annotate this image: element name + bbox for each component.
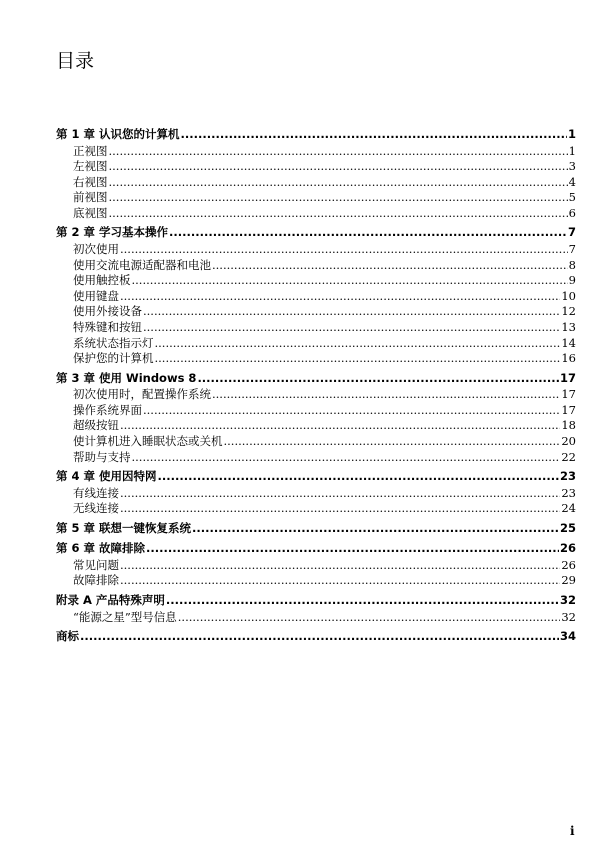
toc-section-entry[interactable] <box>56 335 576 351</box>
toc-section-entry[interactable] <box>56 402 576 418</box>
dot-leader <box>166 593 559 607</box>
toc-section-entry-title: 初次使用 <box>73 241 119 256</box>
toc-section-entry-title: 右视图 <box>73 174 108 189</box>
toc-section-entry-page: 26 <box>561 557 576 572</box>
toc-chapter-entry-page: 34 <box>559 629 576 644</box>
dot-leader <box>109 159 568 173</box>
toc-chapter-entry-page: 1 <box>567 127 576 141</box>
toc-chapter-entry-title: 第 3 章 使用 Windows 8 <box>56 370 197 385</box>
toc-section-entry-page: 6 <box>568 205 576 220</box>
dot-leader <box>109 144 568 158</box>
toc-section-entry-page: 22 <box>561 449 576 464</box>
dot-leader <box>181 127 567 141</box>
toc-section-entry-page: 5 <box>568 190 576 205</box>
toc-section-entry-page: 23 <box>561 485 576 500</box>
dot-leader <box>155 351 561 365</box>
dot-leader <box>132 273 568 287</box>
toc-section-entry-title: 保护您的计算机 <box>73 351 154 366</box>
toc-section-entry[interactable] <box>56 241 576 257</box>
toc-chapter-entry-page: 25 <box>559 520 576 535</box>
dot-leader <box>120 242 568 256</box>
dot-leader <box>143 403 560 417</box>
dot-leader <box>212 387 560 401</box>
toc-section-entry-page: 4 <box>568 174 576 189</box>
toc-section-entry-page: 14 <box>561 335 576 350</box>
toc-chapter-entry[interactable] <box>56 628 576 645</box>
dot-leader <box>192 521 559 535</box>
toc-section-entry-title: 使用外接设备 <box>73 304 142 319</box>
toc-chapter <box>56 592 576 624</box>
toc-section-entry[interactable] <box>56 319 576 335</box>
toc-section-entry[interactable] <box>56 174 576 190</box>
dot-leader <box>178 610 561 624</box>
toc-chapter-entry-page: 7 <box>567 225 576 240</box>
toc-section-entry[interactable] <box>56 572 576 588</box>
toc-chapter-entry-title: 第 1 章 认识您的计算机 <box>56 127 180 141</box>
toc-section-entry-title: 底视图 <box>73 205 108 220</box>
toc-section-entry[interactable] <box>56 158 576 174</box>
dot-leader <box>143 320 560 334</box>
toc-section-entry-title: 初次使用时，配置操作系统 <box>73 387 211 402</box>
toc-section-entry-title: 使用触控板 <box>73 273 131 288</box>
toc-section-entry-title: 系统状态指示灯 <box>73 335 154 350</box>
toc-section-entry[interactable] <box>56 609 576 625</box>
toc-chapter-entry-page: 26 <box>559 541 576 556</box>
toc-section-entry-title: 超级按钮 <box>73 418 119 433</box>
toc-section-entry-title: 前视图 <box>73 190 108 205</box>
toc-chapter-entry[interactable] <box>56 540 576 557</box>
toc-section-entry[interactable] <box>56 350 576 366</box>
toc-section-entry-page: 12 <box>561 304 576 319</box>
toc-section-entry-page: 13 <box>561 319 576 334</box>
toc-chapter <box>56 370 576 464</box>
toc-chapter-entry-title: 商标 <box>56 629 79 644</box>
toc-section-entry-title: 无线连接 <box>73 501 119 516</box>
table-of-contents <box>56 126 576 645</box>
toc-section-entry[interactable] <box>56 189 576 205</box>
toc-chapter-entry-title: 第 2 章 学习基本操作 <box>56 225 169 240</box>
dot-leader <box>120 573 560 587</box>
toc-chapter-entry-title: 第 4 章 使用因特网 <box>56 469 157 484</box>
toc-section-entry[interactable] <box>56 417 576 433</box>
toc-section-entry-page: 16 <box>561 351 576 366</box>
dot-leader <box>169 225 567 239</box>
dot-leader <box>146 541 559 555</box>
dot-leader <box>224 434 561 448</box>
dot-leader <box>158 469 559 483</box>
toc-section-entry-title: 帮助与支持 <box>73 449 131 464</box>
toc-section-entry[interactable] <box>56 386 576 402</box>
dot-leader <box>132 450 561 464</box>
toc-section-entry[interactable] <box>56 288 576 304</box>
dot-leader <box>155 336 561 350</box>
dot-leader <box>120 418 560 432</box>
dot-leader <box>197 371 559 385</box>
toc-section-entry[interactable] <box>56 485 576 501</box>
toc-section-entry-title: 操作系统界面 <box>73 402 142 417</box>
toc-section-entry-title: 有线连接 <box>73 485 119 500</box>
page-title: 目录 <box>56 50 95 72</box>
dot-leader <box>109 206 568 220</box>
toc-section-entry[interactable] <box>56 500 576 516</box>
toc-section-entry-title: 左视图 <box>73 159 108 174</box>
dot-leader <box>143 304 560 318</box>
dot-leader <box>120 486 560 500</box>
toc-section-entry-page: 9 <box>568 273 576 288</box>
toc-section-entry[interactable] <box>56 257 576 273</box>
dot-leader <box>120 558 560 572</box>
toc-section-entry[interactable] <box>56 205 576 221</box>
dot-leader <box>212 258 568 272</box>
toc-section-entry-page: 17 <box>561 387 576 402</box>
toc-section-entry-title: 特殊键和按钮 <box>73 319 142 334</box>
dot-leader <box>109 175 568 189</box>
toc-chapter-entry-page: 32 <box>559 593 576 608</box>
toc-chapter-entry-page: 23 <box>559 469 576 484</box>
toc-chapter-entry[interactable] <box>56 520 576 537</box>
dot-leader <box>120 501 560 515</box>
toc-chapter-entry-page: 17 <box>559 370 576 385</box>
toc-chapter <box>56 628 576 645</box>
toc-section-entry[interactable] <box>56 303 576 319</box>
toc-section-entry[interactable] <box>56 272 576 288</box>
toc-chapter <box>56 468 576 516</box>
toc-section-entry-title: 使用交流电源适配器和电池 <box>73 257 211 272</box>
toc-section-entry-title: 使计算机进入睡眠状态或关机 <box>73 434 223 448</box>
dot-leader <box>120 289 560 303</box>
toc-section-entry-page: 1 <box>568 143 576 158</box>
toc-section-entry-page: 20 <box>561 434 576 448</box>
toc-section-entry-title: 正视图 <box>73 143 108 158</box>
toc-chapter-entry[interactable] <box>56 224 576 241</box>
toc-section-entry-page: 29 <box>561 573 576 588</box>
toc-section-entry[interactable] <box>56 449 576 465</box>
dot-leader <box>80 629 559 643</box>
dot-leader <box>109 190 568 204</box>
toc-chapter <box>56 540 576 588</box>
toc-section-entry-title: 使用键盘 <box>73 288 119 303</box>
toc-chapter-entry[interactable] <box>56 370 576 387</box>
toc-section-entry-page: 3 <box>568 159 576 174</box>
toc-chapter-entry-title: 第 5 章 联想一键恢复系统 <box>56 520 192 535</box>
toc-chapter-entry-title: 第 6 章 故障排除 <box>56 541 146 556</box>
toc-chapter <box>56 224 576 365</box>
toc-chapter-entry-title: 附录 A 产品特殊声明 <box>56 593 165 608</box>
toc-chapter-entry[interactable] <box>56 468 576 485</box>
toc-section-entry-page: 10 <box>561 288 576 303</box>
toc-section-entry-page: 24 <box>561 501 576 516</box>
toc-section-entry-page: 7 <box>568 241 576 256</box>
page-number: i <box>570 824 575 838</box>
toc-chapter-entry[interactable] <box>56 592 576 609</box>
toc-section-entry-title: 常见问题 <box>73 557 119 572</box>
toc-section-entry-page: 8 <box>568 257 576 272</box>
toc-section-entry[interactable] <box>56 433 576 449</box>
toc-section-entry-title: “能源之星”型号信息 <box>73 609 177 624</box>
toc-section-entry[interactable] <box>56 143 576 159</box>
toc-section-entry-page: 17 <box>561 402 576 417</box>
toc-section-entry-page: 32 <box>561 609 576 624</box>
toc-section-entry-title: 故障排除 <box>73 573 119 588</box>
toc-section-entry[interactable] <box>56 557 576 573</box>
toc-chapter <box>56 520 576 537</box>
toc-chapter-entry[interactable] <box>56 126 576 143</box>
toc-section-entry-page: 18 <box>561 418 576 433</box>
toc-chapter <box>56 126 576 220</box>
